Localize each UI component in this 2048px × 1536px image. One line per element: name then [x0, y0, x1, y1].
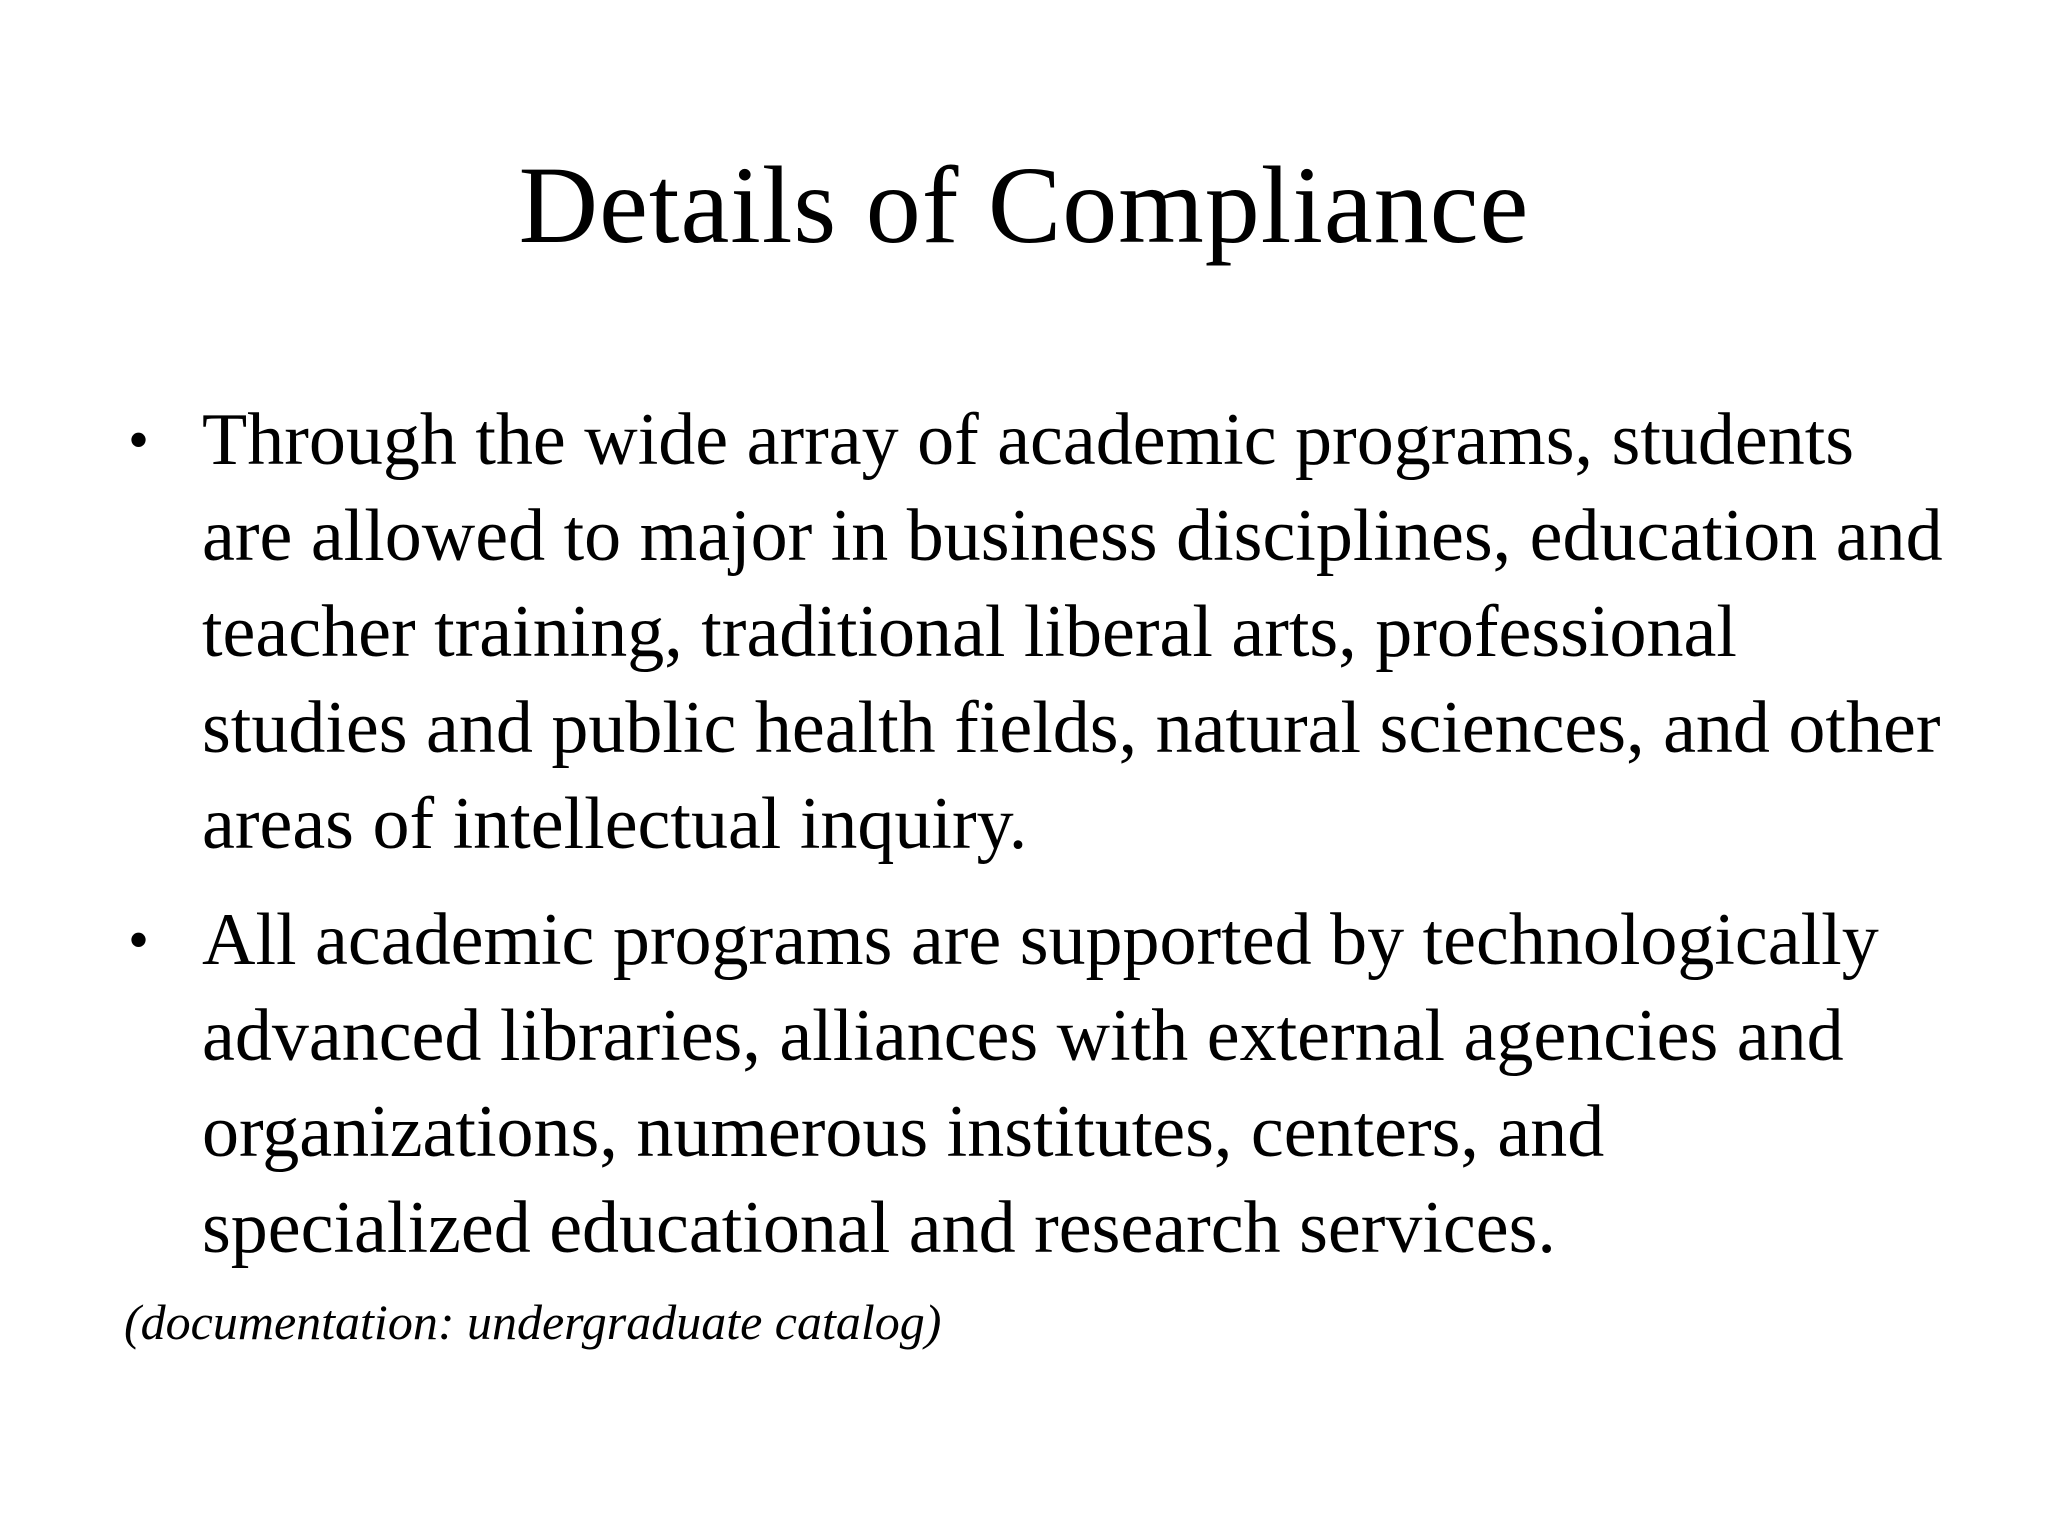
documentation-note: (documentation: undergraduate catalog) [124, 1294, 942, 1350]
slide-title: Details of Compliance [518, 144, 1530, 266]
bullet-marker: • [128, 407, 150, 473]
bullet-item [120, 392, 1950, 872]
bullet-text: All academic programs are supported by technologically advanced libraries, alliances with external agencies and organizations, numerous institutes, centers, and specialized educational and research services. [202, 899, 1879, 1269]
bullet-marker: • [128, 907, 150, 973]
bullet-list [120, 392, 1950, 1296]
bullet-text: Through the wide array of academic programs, students are allowed to major in business disciplines, education and teacher training, traditional liberal arts, professional studies and public health fields, natural sciences, and other areas of intellectual inquiry. [202, 399, 1943, 865]
bullet-item [120, 892, 1950, 1276]
